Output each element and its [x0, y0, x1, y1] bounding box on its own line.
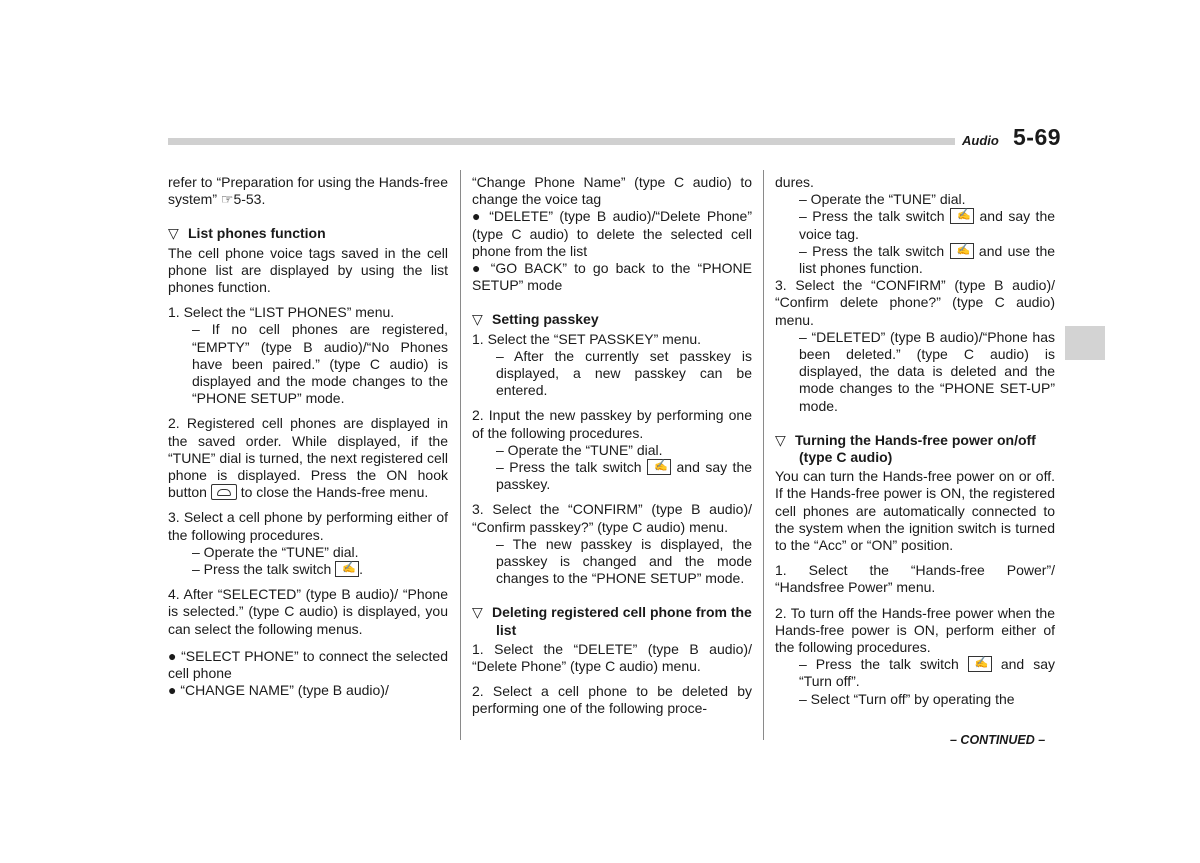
heading-text: Turning the Hands-free power on/off (type C audio): [795, 431, 1036, 466]
column-2: [472, 174, 752, 718]
dash-text: – Press the talk switch: [799, 656, 959, 673]
talk-switch-icon: [968, 656, 992, 672]
step-note: – “DELETED” (type B audio)/“Phone has been deleted.” (type C audio) is displayed, the data is deleted and the mode changes to the “PHONE SET-UP” mode.: [799, 328, 1055, 414]
heading-deleting-phone: [472, 604, 752, 638]
step: 1. Select the “DELETE” (type B audio)/ “Delete Phone” (type C audio) menu.: [472, 640, 752, 675]
heading-text: Setting passkey: [492, 311, 599, 328]
section-name: Audio: [962, 133, 999, 148]
step-text: 2. Registered cell phones are displayed in the saved order. While displayed, if the “TUNE” dial is turned, the next registered cell phone is displayed. Press the ON hook button: [168, 415, 448, 501]
step: 4. After “SELECTED” (type B audio)/ “Phone is selected.” (type C audio) is displayed, you can select the following menus.: [168, 586, 448, 637]
triangle-down-icon: ▽: [168, 225, 179, 242]
bullet-item: ● “DELETE” (type B audio)/“Delete Phone” (type C audio) to delete the selected cell phone from the list: [472, 208, 752, 259]
paragraph: dures.: [775, 174, 814, 190]
heading-setting-passkey: [472, 311, 752, 328]
paragraph: You can turn the Hands-free power on or off. If the Hands-free power is ON, the registered cell phones are automatically connected to the system when the ignition switch is turned to the “Acc” or “ON” position.: [775, 468, 1055, 554]
step: 1. Select the “LIST PHONES” menu.: [168, 304, 395, 321]
paragraph: “Change Phone Name” (type C audio) to change the voice tag: [472, 174, 752, 208]
step: 1. Select the “SET PASSKEY” menu.: [472, 330, 702, 347]
dash-item: – Operate the “TUNE” dial.: [496, 441, 663, 458]
paragraph: The cell phone voice tags saved in the cell phone list are displayed by using the list phones function.: [168, 244, 448, 296]
step: 3. Select the “CONFIRM” (type B audio)/ “Confirm passkey?” (type C audio) menu.: [472, 501, 752, 535]
talk-switch-icon: [950, 208, 974, 224]
on-hook-button-icon: [211, 484, 237, 500]
chapter-tab: [1065, 326, 1105, 360]
dash-item: – Operate the “TUNE” dial.: [799, 191, 966, 208]
step-note: – The new passkey is displayed, the passkey is changed and the mode changes to the “PHONE SETUP” mode.: [496, 535, 752, 587]
step-note: – After the currently set passkey is displayed, a new passkey can be entered.: [496, 347, 752, 399]
step: 2. Select a cell phone to be deleted by performing one of the following proce-: [472, 683, 752, 717]
triangle-down-icon: ▽: [472, 604, 483, 621]
step: 3. Select the “CONFIRM” (type B audio)/ “Confirm delete phone?” (type C audio) menu.: [775, 277, 1055, 328]
column-1: [168, 174, 448, 699]
step: 2. Input the new passkey by performing one of the following procedures.: [472, 407, 752, 441]
bullet-item: ● “SELECT PHONE” to connect the selected cell phone: [168, 647, 448, 682]
dash-text: and use the list phones function.: [799, 242, 1056, 277]
dash-text: and say the passkey.: [496, 459, 753, 493]
triangle-down-icon: ▽: [775, 431, 786, 448]
step: 2. To turn off the Hands-free power when the Hands-free power is ON, perform either of the following procedures.: [775, 604, 1055, 656]
header-bar: [168, 138, 955, 145]
dash-text: and say “Turn off”.: [799, 656, 1056, 690]
heading-text: List phones function: [188, 225, 326, 242]
step: 1. Select the “Hands-free Power”/ “Handsfree Power” menu.: [775, 562, 1055, 596]
dash-item: [775, 656, 1055, 690]
dash-item: [168, 561, 448, 578]
column-3: [775, 174, 1055, 708]
step-text: to close the Hands-free menu.: [240, 484, 429, 501]
dash-item: [775, 208, 1055, 242]
dash-text: – Press the talk switch: [799, 208, 945, 225]
step: [168, 415, 448, 501]
step: 3. Select a cell phone by performing either of the following procedures.: [168, 509, 448, 543]
dash-text: – Press the talk switch: [496, 459, 642, 476]
talk-switch-icon: [647, 459, 671, 475]
bullet-item: ● “CHANGE NAME” (type B audio)/: [168, 682, 389, 699]
paragraph: refer to “Preparation for using the Hands-free system” ☞5-53.: [168, 174, 448, 208]
heading-text: Deleting registered cell phone from the list: [492, 604, 752, 638]
talk-switch-icon: [335, 561, 359, 577]
dash-text: .: [359, 561, 364, 578]
bullet-item: ● “GO BACK” to go back to the “PHONE SETUP” mode: [472, 260, 752, 294]
page-number: 5-69: [1013, 124, 1062, 150]
dash-item: [472, 459, 752, 493]
dash-text: and say the voice tag.: [799, 208, 1056, 242]
column-divider: [763, 170, 764, 740]
dash-text: – Press the talk switch: [799, 242, 945, 259]
column-divider: [460, 170, 461, 740]
heading-handsfree-power: [775, 432, 1055, 466]
continued-label: – CONTINUED –: [950, 733, 1046, 747]
heading-list-phones: [168, 225, 448, 242]
dash-item: – Operate the “TUNE” dial.: [192, 543, 359, 560]
step-note: – If no cell phones are registered, “EMPTY” (type B audio)/“No Phones have been paired.” (type C audio) is displayed and the mode changes to the “PHONE SETUP” mode.: [192, 321, 448, 407]
dash-item: – Select “Turn off” by operating the: [799, 690, 1015, 707]
talk-switch-icon: [950, 243, 974, 259]
triangle-down-icon: ▽: [472, 311, 483, 328]
dash-text: – Press the talk switch: [192, 561, 332, 578]
dash-item: [775, 243, 1055, 277]
